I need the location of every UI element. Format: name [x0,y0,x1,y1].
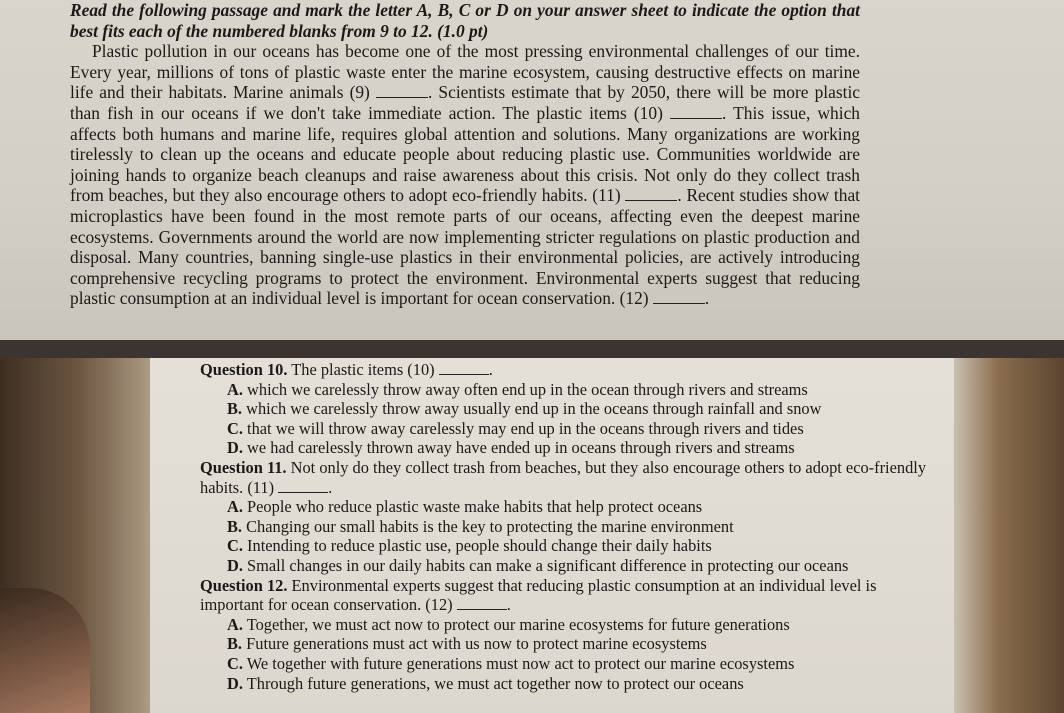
option-text: Small changes in our daily habits can make a significant difference in protecting our oceans [242,555,849,575]
option-text: We together with future generations must now act to protect our marine ecosystems [242,653,795,673]
option-12-c[interactable] [227,654,940,674]
option-letter: A. [227,497,243,517]
question-12-stem [200,576,940,615]
option-letter: B. [227,399,243,419]
question-stem: Environmental experts suggest that reducing plastic consumption at an individual level is important for ocean conservation. (12) [200,575,877,615]
question-label: Question 11. [200,457,287,477]
option-11-d[interactable] [227,556,940,576]
passage-instruction: Read the following passage and mark the letter A, B, C or D on your answer sheet to indicate the option that best fits each of the numbered blanks from 9 to 12. (1.0 pt) [70,0,860,41]
option-letter: A. [227,614,243,634]
option-letter: C. [227,653,243,673]
option-text: Through future generations, we must act together now to protect our oceans [242,673,744,693]
question-label: Question 12. [200,575,288,595]
option-10-a[interactable] [227,380,940,400]
option-text: that we will throw away carelessly may end up in the oceans through rivers and tides [242,418,804,438]
option-text: Together, we must act now to protect our marine ecosystems for future generations [242,614,790,634]
blank-12 [653,291,705,304]
option-letter: C. [227,418,243,438]
option-text: Intending to reduce plastic use, people should change their daily habits [242,536,712,556]
option-letter: A. [227,379,243,399]
option-12-a[interactable] [227,615,940,635]
question-stem: The plastic items (10) [287,360,439,379]
bottom-sheet-photo [0,358,1064,713]
option-10-b[interactable] [227,399,940,419]
option-letter: D. [227,438,243,458]
option-11-b[interactable] [227,517,940,537]
passage-block [70,0,860,309]
option-11-c[interactable] [227,536,940,556]
option-12-b[interactable] [227,634,940,654]
table-edge-right [954,358,1064,713]
option-text: we had carelessly thrown away have ended up in oceans through rivers and streams [242,438,795,458]
question-stem: Not only do they collect trash from beaches, but they also encourage others to adopt eco-friendly habits. (11) [200,457,927,497]
passage-text-part: . Scientists estimate that by 2050, there will be more plastic than fish in our oceans if we don't take immediate action. The plastic items (10) [70,82,860,123]
question-10-stem [200,360,940,380]
stem-end: . [328,477,333,497]
blank-9 [376,85,428,98]
passage-text-part: Plastic pollution in our oceans has become one of the most pressing environmental challenges of our time. Every year, millions of tons of plastic waste enter the marine ecosystem, causing destructive effects on marine life and their habitats. Marine animals (9) [70,41,860,103]
passage-text-part: . Recent studies show that microplastics have been found in the most remote parts of our oceans, affecting even the deepest marine ecosystems. Governments around the world are now implementing stricter regulations on plastic production and disposal. Many countries, banning single-use plastics in their environmental policies, are actively introducing comprehensive recycling programs to protect the environment. Environmental experts suggest that reducing plastic consumption at an individual level is important for ocean conservation. (12) [70,185,861,309]
blank-11 [625,188,677,201]
stem-end: . [488,360,493,379]
option-text: Future generations must act with us now to protect marine ecosystems [242,634,707,654]
option-text: which we carelessly throw away usually end up in the oceans through rainfall and snow [242,399,822,419]
passage-text [70,41,860,309]
blank-10 [439,363,489,375]
option-text: Changing our small habits is the key to protecting the marine environment [242,516,734,536]
option-letter: C. [227,536,243,556]
question-label: Question 10. [200,360,288,379]
stem-end: . [506,595,511,615]
question-11-stem [200,458,940,497]
option-letter: D. [227,555,243,575]
blank-12 [457,598,507,610]
option-text: People who reduce plastic waste make habits that help protect oceans [242,497,703,517]
option-text: which we carelessly throw away often end up in the ocean through rivers and streams [242,379,808,399]
option-11-a[interactable] [227,497,940,517]
option-10-d[interactable] [227,438,940,458]
passage-text-part: . [704,288,710,309]
questions-block [200,360,940,693]
option-letter: D. [227,673,243,693]
option-12-d[interactable] [227,674,940,694]
option-10-c[interactable] [227,419,940,439]
blank-11 [278,481,328,493]
option-letter: B. [227,516,243,536]
option-letter: B. [227,634,243,654]
blank-10 [670,106,722,119]
passage-text-part: . This issue, which affects both humans and marine life, requires global attention and solutions. Many organizations are working tirelessly to clean up the oceans and educate people about reducing plastic use. Communities worldwide are joining hands to organize beach cleanups and raise awareness about this crisis. Not only do they collect trash from beaches, but they also encourage others to adopt eco-friendly habits. (11) [70,102,860,206]
